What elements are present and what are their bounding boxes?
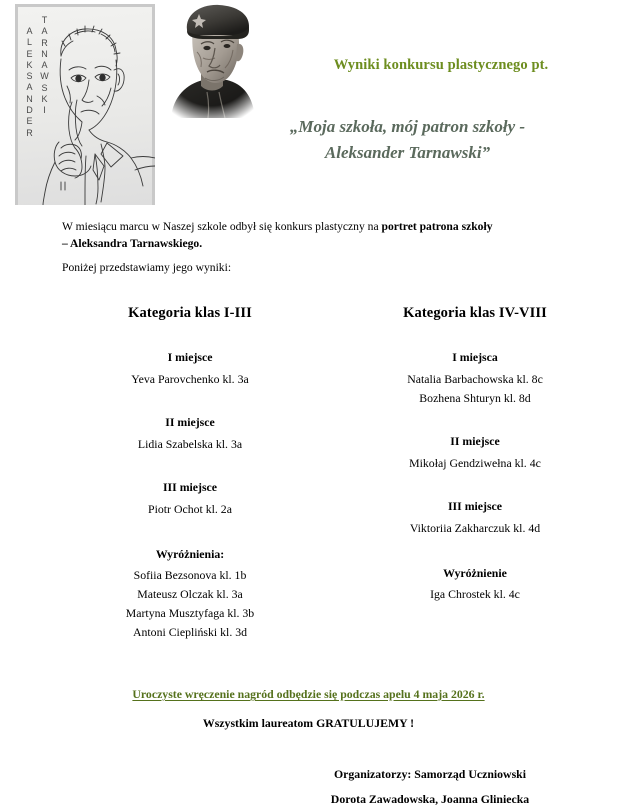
column-heading-right: Kategoria klas IV-VIII [403,305,547,321]
place-title: I miejsce [167,350,213,364]
winner-name: Antoni Ciepliński kl. 3d [132,625,248,639]
results-column-classes-4-8 [340,305,610,604]
winner-name: Mikołaj Gendziwełna kl. 4c [409,456,541,470]
winner-name: Martyna Musztyfaga kl. 3b [125,606,255,620]
intro-text-bold1: portret patrona szkoły [381,220,493,233]
pencil-drawing-image [15,4,155,205]
page-subtitle-line1: „Moja szkoła, mój patron szkoły - [289,117,526,136]
drawing-vertical-text-aleksander: A L E K S A N D E R [26,26,33,138]
place-block [55,480,325,519]
place-title: Wyróżnienie [443,566,507,580]
place-title: Wyróżnienia: [155,547,225,561]
place-title: II miejsce [450,434,500,448]
winner-name: Yeva Parovchenko kl. 3a [131,372,249,386]
organizers-block [250,762,610,812]
column-heading-left: Kategoria klas I-III [128,305,252,321]
ceremony-announcement [0,687,617,702]
congratulations-line: Wszystkim laureatom GRATULUJEMY ! [202,716,415,730]
intro-text-bold2: – Aleksandra Tarnawskiego. [62,236,203,250]
winner-name: Piotr Ochot kl. 2a [148,502,232,516]
portrait-photo [157,0,265,118]
results-column-classes-1-3 [55,305,325,642]
drawing-vertical-text-tarnawski: T A R N A W S K I [40,15,49,116]
winner-name: Natalia Barbachowska kl. 8c [407,372,543,386]
winner-name: Viktoriia Zakharczuk kl. 4d [409,521,541,535]
place-title: I miejsca [452,350,498,364]
place-block [340,350,610,408]
winner-name: Bozhena Shturyn kl. 8d [419,391,531,405]
place-title: III miejsce [162,480,218,494]
place-title: III miejsce [447,499,503,513]
honors-block [340,566,610,604]
place-block [55,415,325,454]
winner-name: Iga Chrostek kl. 4c [430,587,520,601]
drawing-illustration-icon [15,4,155,205]
page-subtitle-line2: Aleksander Tarnawski” [324,143,491,162]
winner-name: Lidia Szabelska kl. 3a [137,437,243,451]
winner-name: Sofiia Bezsonova kl. 1b [133,568,247,582]
header-banner [0,0,617,210]
organizers-line1: Organizatorzy: Samorząd Uczniowski [334,767,526,781]
portrait-photo-icon [157,0,265,118]
place-block [55,350,325,389]
place-block [340,434,610,473]
ceremony-announcement-text: Uroczyste wręczenie nagród odbędzie się podczas apelu 4 maja 2026 r. [132,687,485,701]
organizers-line2: Dorota Zawadowska, Joanna Gliniecka [330,792,530,806]
intro-text-part1: W miesiącu marcu w Naszej szkole odbył się konkurs plastyczny na [62,220,382,233]
page-title: Wyniki konkursu plastycznego pt. [333,57,549,73]
intro-results-lead: Poniżej przedstawiamy jego wyniki: [62,261,232,274]
winner-name: Mateusz Olczak kl. 3a [137,587,243,601]
intro-paragraph [62,219,556,252]
place-block [340,499,610,538]
place-title: II miejsce [165,415,215,429]
honors-block [55,547,325,642]
page-subtitle [200,114,615,166]
